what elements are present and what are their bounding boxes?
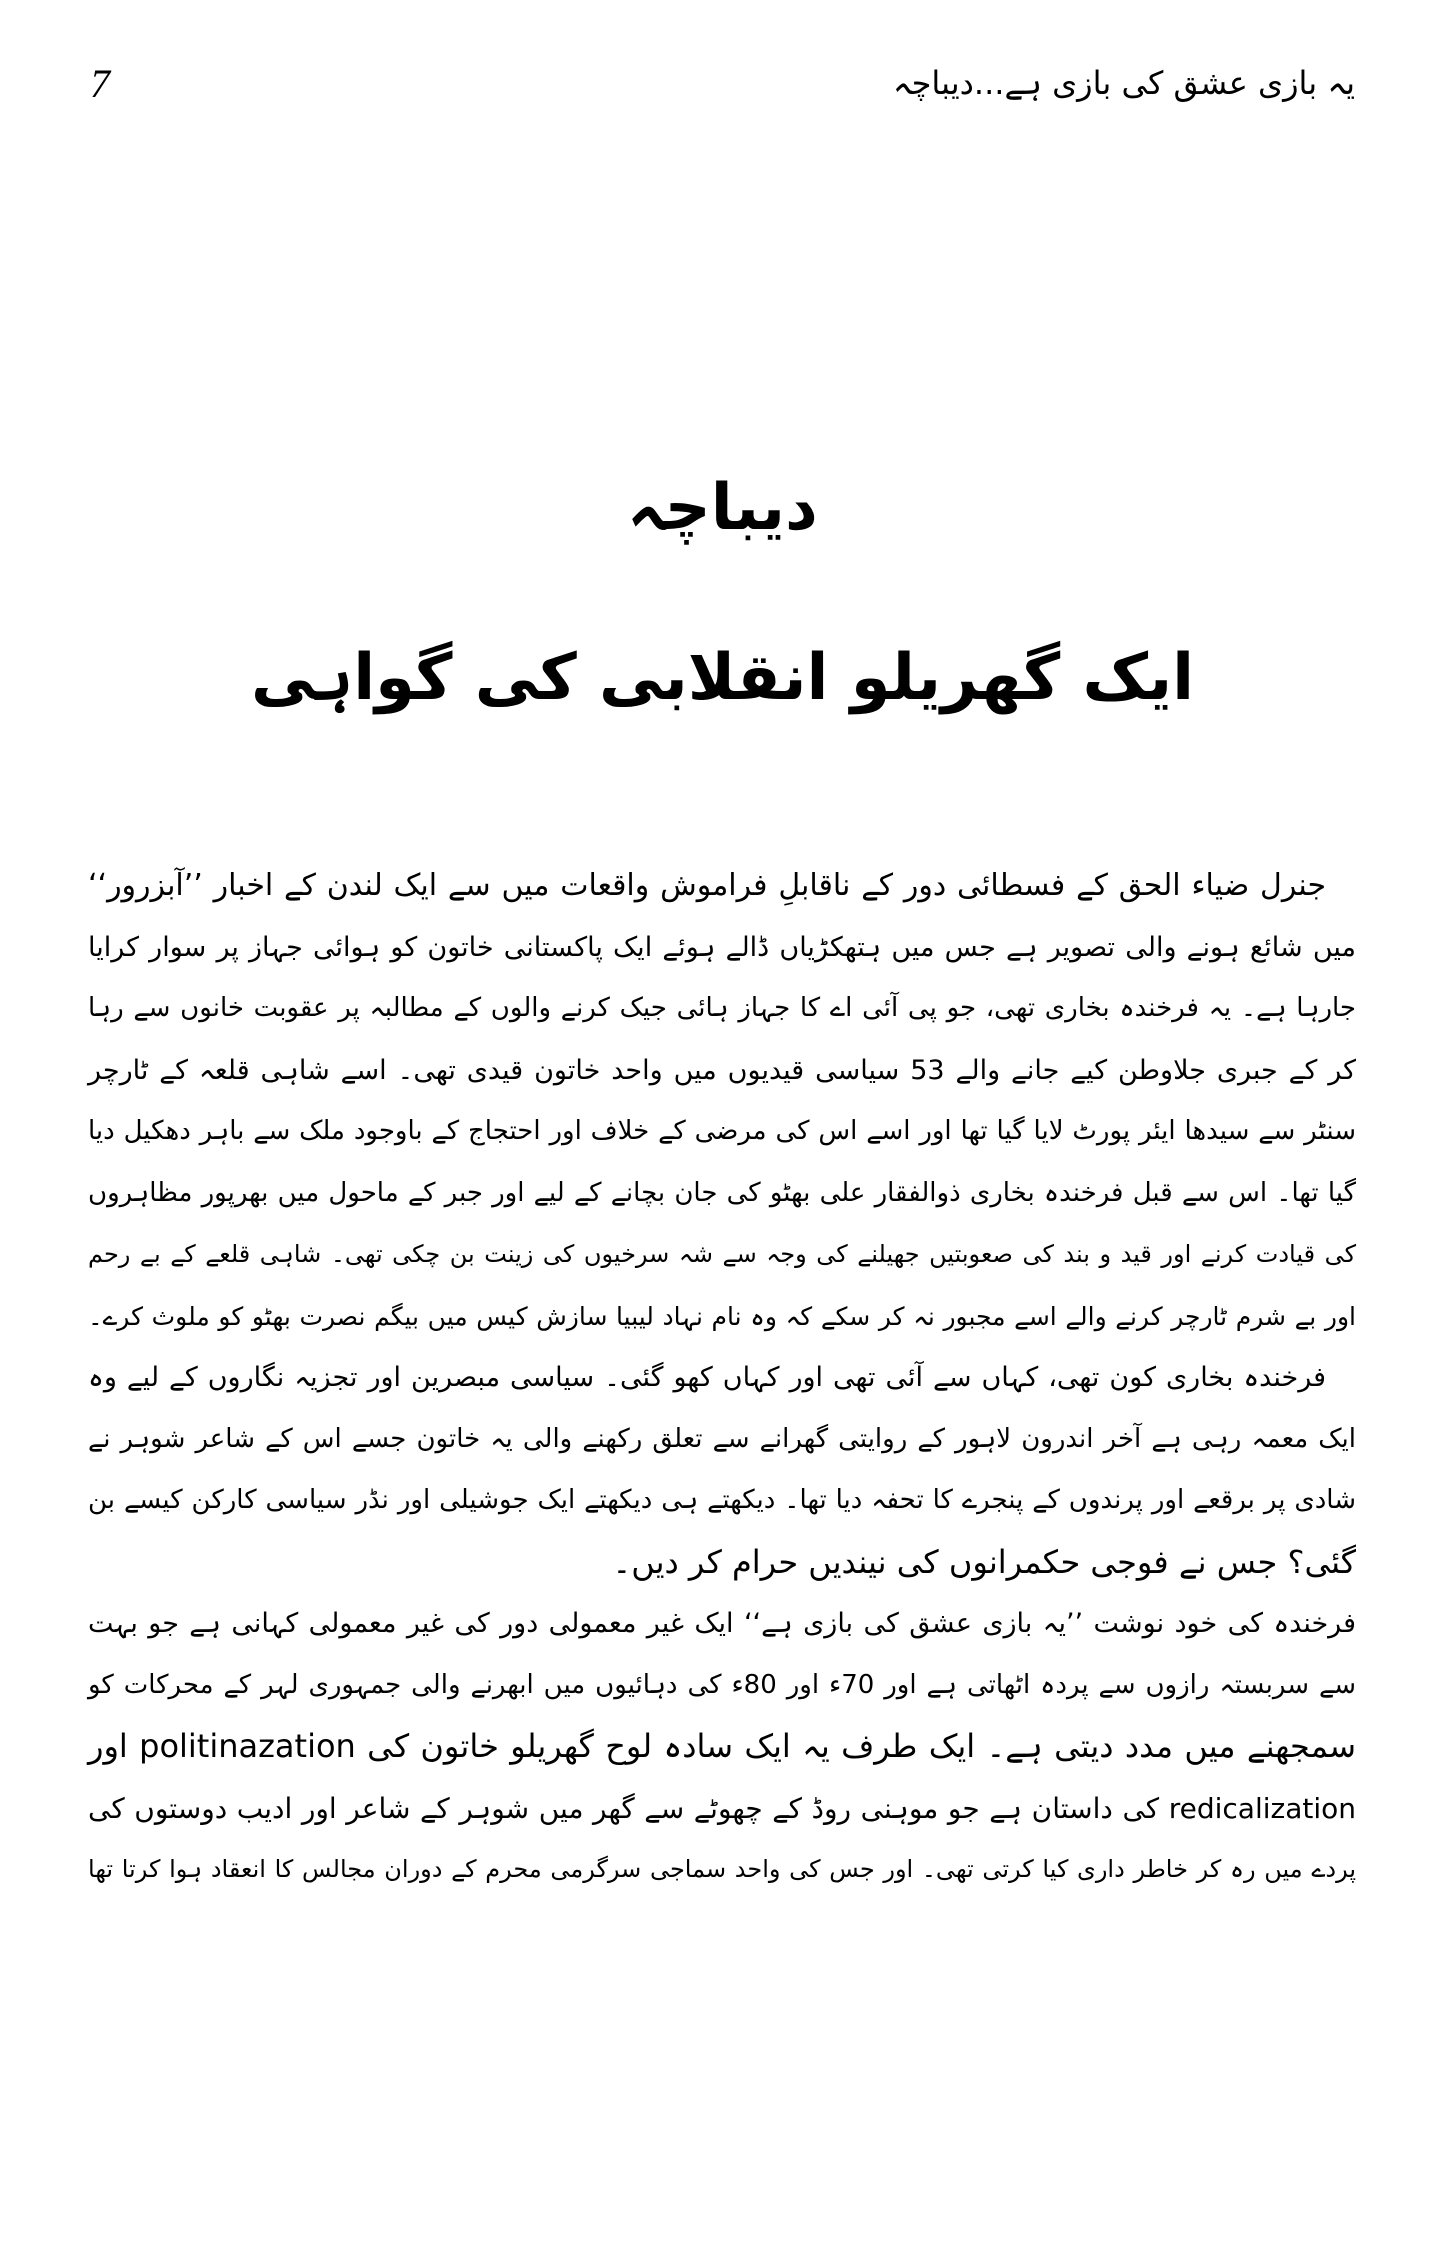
body-line: سمجھنے میں مدد دیتی ہے۔ ایک طرف یہ ایک سادہ لوح گھریلو خاتون کی politinazation اور (88, 1727, 1356, 1765)
page-number: 7 (90, 61, 110, 106)
body-line: شادی پر برقعے اور پرندوں کے پنجرے کا تحفہ دیا تھا۔ دیکھتے ہی دیکھتے ایک جوشیلی اور نڈر سیاسی کارکن کیسے بن (88, 1485, 1356, 1515)
body-line: کی قیادت کرنے اور قید و بند کی صعوبتیں جھیلنے کی وجہ سے شہ سرخیوں کی زینت بن چکی تھی۔ شاہی قلعے کے بے رحم (88, 1240, 1356, 1268)
body-line: میں شائع ہونے والی تصویر ہے جس میں ہتھکڑیاں ڈالے ہوئے ایک پاکستانی خاتون کو ہوائی جہاز پر سوار کرایا (88, 931, 1356, 963)
body-line: گیا تھا۔ اس سے قبل فرخندہ بخاری ذوالفقار علی بھٹو کی جان بچانے کے لیے اور جبر کے ماحول میں بھرپور مظاہروں (88, 1177, 1356, 1208)
body-line: فرخندہ بخاری کون تھی، کہاں سے آئی تھی اور کہاں کھو گئی۔ سیاسی مبصرین اور تجزیہ نگاروں کے لیے وہ (88, 1362, 1326, 1393)
body-line: جارہا ہے۔ یہ فرخندہ بخاری تھی، جو پی آئی اے کا جہاز ہائی جیک کرنے والوں کے مطالبہ پر عقوبت خانوں سے رہا (88, 993, 1356, 1023)
body-line: redicalization کی داستان ہے جو موہنی روڈ کے چھوٹے سے گھر میں شوہر کے شاعر اور ادیب دوستوں کی (88, 1791, 1356, 1825)
body-text (88, 855, 1356, 2225)
chapter-subtitle: ایک گھریلو انقلابی کی گواہی (250, 641, 1195, 715)
body-line: کر کے جبری جلاوطن کیے جانے والے 53 سیاسی قیدیوں میں واحد خاتون قیدی تھی۔ اسے شاہی قلعہ کے ٹارچر (88, 1054, 1357, 1086)
body-line: فرخندہ کی خود نوشت ’’یہ بازی عشق کی بازی ہے‘‘ ایک غیر معمولی دور کی غیر معمولی کہانی ہے جو بہت (88, 1608, 1356, 1639)
body-line: پردے میں رہ کر خاطر داری کیا کرتی تھی۔ اور جس کی واحد سماجی سرگرمی محرم کے دوران مجالس کا انعقاد ہوا کرتا تھا (88, 1855, 1356, 1883)
body-line: گئی؟ جس نے فوجی حکمرانوں کی نیندیں حرام کر دیں۔ (612, 1542, 1356, 1581)
body-line: ایک معمہ رہی ہے آخر اندرون لاہور کے روایتی گھرانے سے تعلق رکھنے والی یہ خاتون جسے اس کے شاعر شوہر نے (88, 1423, 1356, 1454)
body-line: سنٹر سے سیدھا ایئر پورٹ لایا گیا تھا اور اسے اس کی مرضی کے خلاف اور احتجاج کے باوجود ملک سے باہر دھکیل دیا (88, 1116, 1356, 1146)
chapter-title: دیباچہ (627, 471, 818, 545)
body-line: سے سربستہ رازوں سے پردہ اٹھاتی ہے اور 70ء اور 80ء کی دہائیوں میں ابھرنے والی جمہوری لہر کے محرکات کو (88, 1669, 1356, 1700)
body-line: جنرل ضیاء الحق کے فسطائی دور کے ناقابلِ فراموش واقعات میں سے ایک لندن کے اخبار ’’آبزرور‘‘ (88, 868, 1326, 903)
running-head-title: یہ بازی عشق کی بازی ہے...دیباچہ (892, 64, 1355, 102)
body-line: اور بے شرم ٹارچر کرنے والے اسے مجبور نہ کر سکے کہ وہ نام نہاد لیبیا سازش کیس میں بیگم نصرت بھٹو کو ملوث کرے۔ (88, 1301, 1356, 1331)
running-head (90, 60, 1355, 120)
